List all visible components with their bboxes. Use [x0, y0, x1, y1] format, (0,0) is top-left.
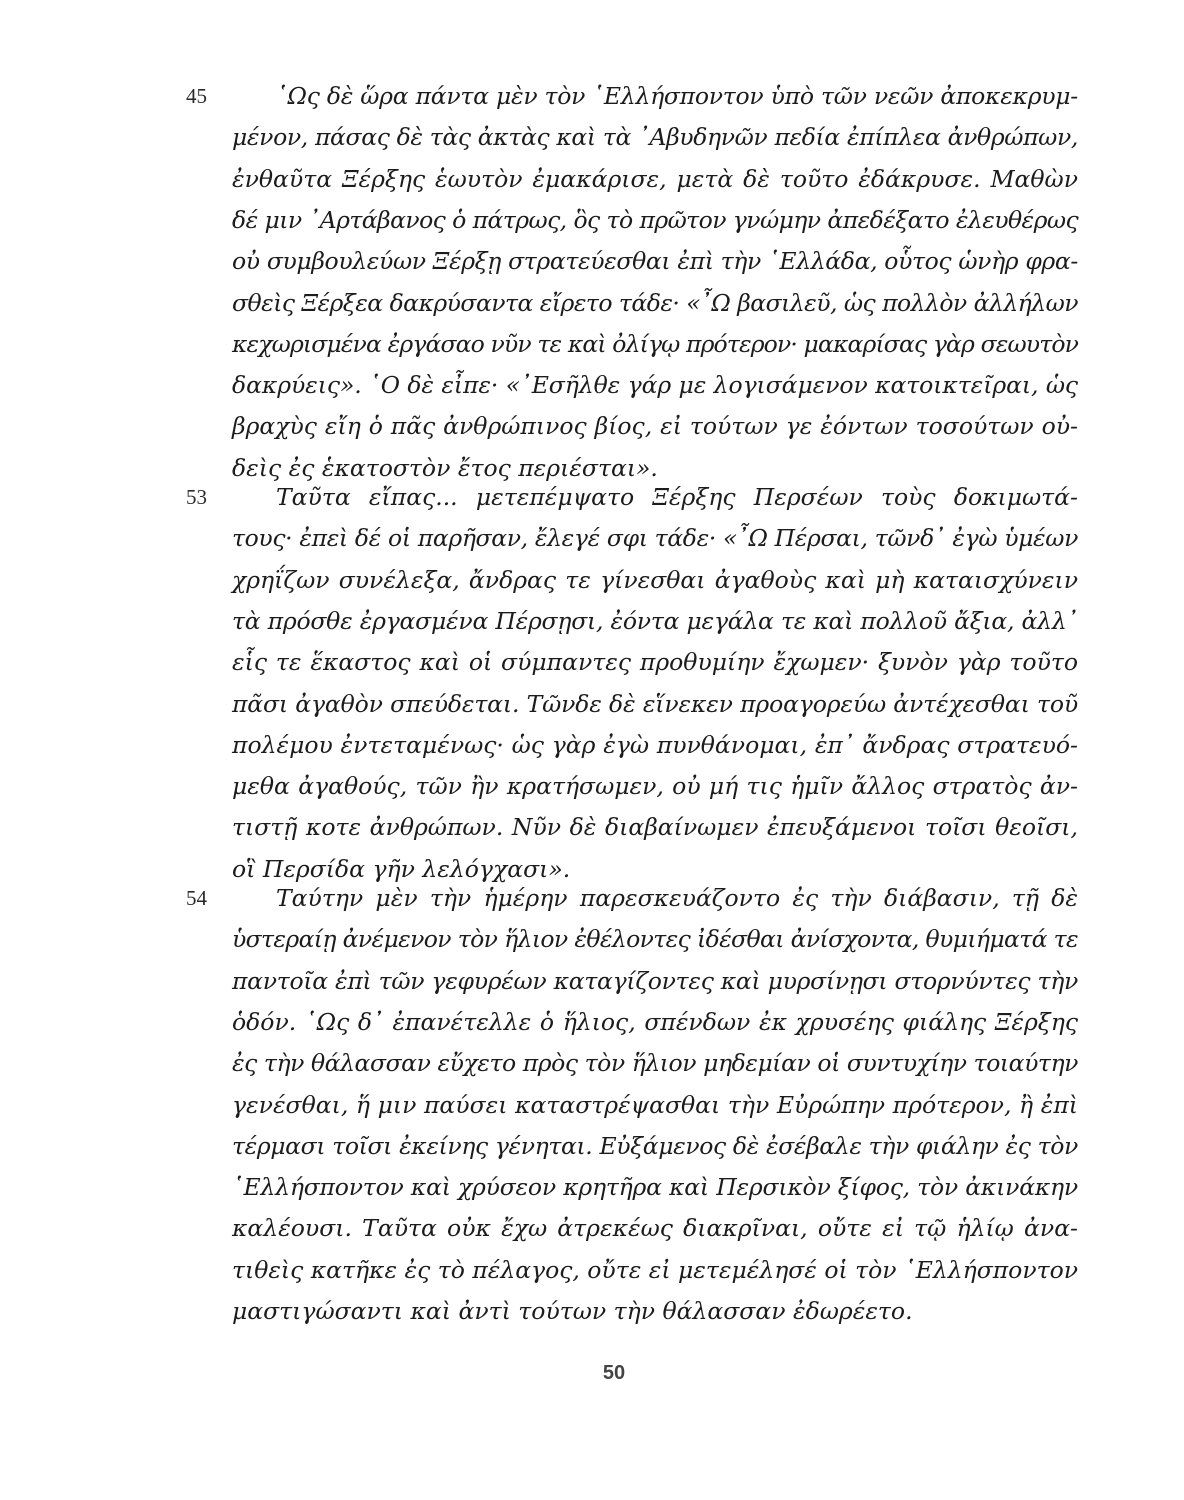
text-line: μένον, πάσας δὲ τὰς ἀκτὰς καὶ τὰ ᾿Αβυδηνῶν πεδία ἐπίπλεα ἀνθρώπων, [232, 123, 1078, 152]
text-line: καλέουσι. Ταῦτα οὐκ ἔχω ἀτρεκέως διακρῖναι, οὔτε εἰ τῷ ἡλίῳ ἀνα- [232, 1214, 1079, 1243]
text-line: σθεὶς Ξέρξεα δακρύσαντα εἴρετο τάδε· «῏Ω βασιλεῦ, ὡς πολλὸν ἀλλήλων [232, 288, 1078, 317]
text-line: δεὶς ἐς ἑκατοστὸν ἔτος περιέσται». [232, 453, 658, 482]
text-line: οἳ Περσίδα γῆν λελόγχασι». [232, 854, 571, 883]
text-line: ὁδόν. ῾Ως δ᾿ ἐπανέτελλε ὁ ἥλιος, σπένδων ἐκ χρυσέης φιάλης Ξέρξης [232, 1007, 1078, 1036]
text-line: ῾Ως δὲ ὥρα πάντα μὲν τὸν ῾Ελλήσποντον ὑπὸ τῶν νεῶν ἀποκεκρυμ- [276, 82, 1078, 110]
text-line: πολέμου ἐντεταμένως· ὡς γὰρ ἐγὼ πυνθάνομαι, ἐπ᾿ ἄνδρας στρατευό- [232, 730, 1078, 759]
text-line: πᾶσι ἀγαθὸν σπεύδεται. Τῶνδε δὲ εἵνεκεν προαγορεύω ἀντέχεσθαι τοῦ [232, 689, 1078, 718]
text-line: τους· ἐπεὶ δέ οἱ παρῆσαν, ἔλεγέ σφι τάδε· «῏Ω Πέρσαι, τῶνδ᾿ ἐγὼ ὑμέων [232, 524, 1079, 553]
text-line: μεθα ἀγαθούς, τῶν ἢν κρατήσωμεν, οὐ μή τις ἡμῖν ἄλλος στρατὸς ἀν- [232, 772, 1079, 801]
page-number: 50 [602, 1362, 626, 1384]
text-line: γενέσθαι, ἥ μιν παύσει καταστρέψασθαι τὴν Εὐρώπην πρότερον, ἢ ἐπὶ [232, 1090, 1078, 1119]
paragraph-number: 54 [186, 886, 207, 910]
text-line: χρηΐζων συνέλεξα, ἄνδρας τε γίνεσθαι ἀγαθοὺς καὶ μὴ καταισχύνειν [232, 565, 1078, 594]
paragraph-number: 45 [186, 84, 207, 108]
text-line: εἷς τε ἕκαστος καὶ οἱ σύμπαντες προθυμίην ἔχωμεν· ξυνὸν γὰρ τοῦτο [232, 648, 1078, 677]
text-line: Ταύτην μὲν τὴν ἡμέρην παρεσκευάζοντο ἐς τὴν διάβασιν, τῇ δὲ [276, 884, 1078, 912]
text-line: τέρμασι τοῖσι ἐκείνης γένηται. Εὐξάμενος δὲ ἐσέβαλε τὴν φιάλην ἐς τὸν [232, 1131, 1078, 1160]
text-line: δέ μιν ᾿Αρτάβανος ὁ πάτρως, ὃς τὸ πρῶτον γνώμην ἀπεδέξατο ἐλευθέρως [232, 205, 1079, 234]
text-line: τιστῇ κοτε ἀνθρώπων. Νῦν δὲ διαβαίνωμεν ἐπευξάμενοι τοῖσι θεοῖσι, [232, 813, 1078, 842]
text-line: οὐ συμβουλεύων Ξέρξῃ στρατεύεσθαι ἐπὶ τὴν ῾Ελλάδα, οὗτος ὡνὴρ φρα- [232, 247, 1078, 276]
text-line: ἐνθαῦτα Ξέρξης ἑωυτὸν ἐμακάρισε, μετὰ δὲ τοῦτο ἐδάκρυσε. Μαθὼν [232, 164, 1078, 193]
text-line: ὑστεραίῃ ἀνέμενον τὸν ἥλιον ἐθέλοντες ἰδέσθαι ἀνίσχοντα, θυμιήματά τε [232, 925, 1078, 954]
text-line: ἐς τὴν θάλασσαν εὔχετο πρὸς τὸν ἥλιον μηδεμίαν οἱ συντυχίην τοιαύτην [232, 1049, 1078, 1078]
text-line: δακρύεις». ῾Ο δὲ εἶπε· «᾿Εσῆλθε γάρ με λογισάμενον κατοικτεῖραι, ὡς [232, 371, 1079, 400]
text-line: Ταῦτα εἴπας... μετεπέμψατο Ξέρξης Περσέων τοὺς δοκιμωτά- [276, 483, 1078, 511]
text-line: ῾Ελλήσποντον καὶ χρύσεον κρητῆρα καὶ Περσικὸν ξίφος, τὸν ἀκινάκην [232, 1173, 1078, 1202]
text-line: μαστιγώσαντι καὶ ἀντὶ τούτων τὴν θάλασσαν ἐδωρέετο. [232, 1297, 913, 1325]
text-line: κεχωρισμένα ἐργάσαο νῦν τε καὶ ὀλίγῳ πρότερον· μακαρίσας γὰρ σεωυτὸν [232, 329, 1079, 358]
paragraph-number: 53 [186, 485, 207, 509]
text-line: βραχὺς εἴη ὁ πᾶς ἀνθρώπινος βίος, εἰ τούτων γε ἐόντων τοσούτων οὐ- [232, 412, 1078, 441]
text-line: τὰ πρόσθε ἐργασμένα Πέρσῃσι, ἐόντα μεγάλα τε καὶ πολλοῦ ἄξια, ἀλλ᾿ [232, 606, 1079, 635]
text-line: τιθεὶς κατῆκε ἐς τὸ πέλαγος, οὔτε εἰ μετεμέλησέ οἱ τὸν ῾Ελλήσποντον [232, 1255, 1078, 1284]
text-line: παντοῖα ἐπὶ τῶν γεφυρέων καταγίζοντες καὶ μυρσίνῃσι στορνύντες τὴν [232, 966, 1079, 995]
